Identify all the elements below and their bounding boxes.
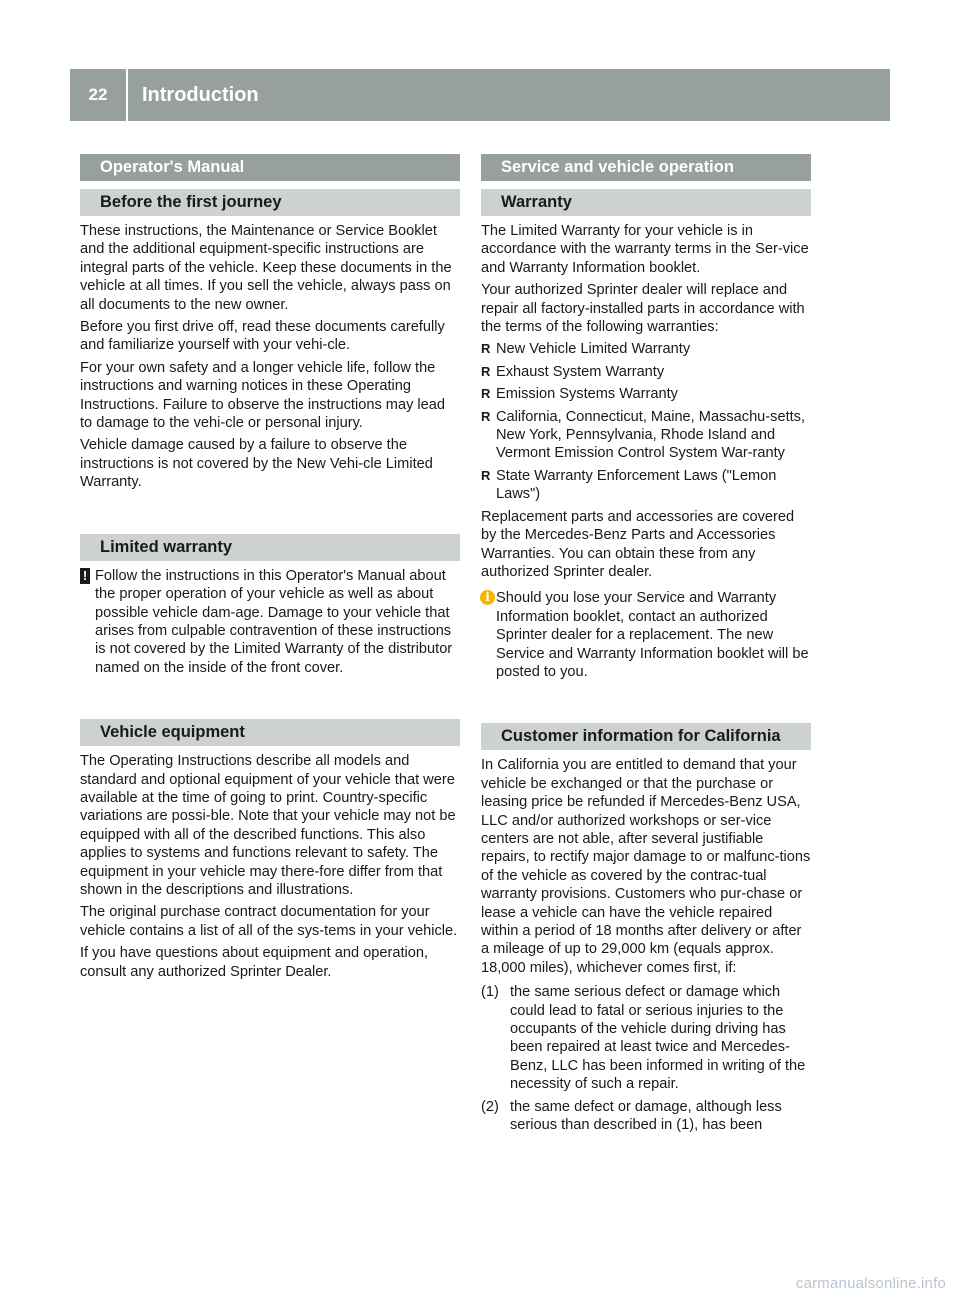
paragraph: For your own safety and a longer vehicle life, follow the instructions and warning notices in these Operating Instructions. Failure to observe the instructions may lead to damage to the vehi-cle or personal injury. [80,359,446,432]
paragraph: Before you first drive off, read these documents carefully and familiarize yourself with your vehi-cle. [80,319,445,354]
info-text: Should you lose your Service and Warranty Information booklet, contact an authorized Sprinter dealer for a replacement. The new Service and Warranty Information booklet will be posted to you. [496,590,809,680]
list-item: (2) the same defect or damage, although less serious than described in (1), has been [481,1098,782,1134]
section-title-service-vehicle-operation: Service and vehicle operation [481,154,811,181]
page-number: 22 [88,85,108,104]
paragraph: The original purchase contract documentation for your vehicle contains a list of all of the sys-tems in your vehicle. [80,904,458,939]
list-item: R State Warranty Enforcement Laws ("Lemon Laws") [481,467,777,503]
watermark: carmanualsonline.info [795,1275,946,1292]
subsection-title-california: Customer information for California [481,723,811,750]
list-item: R Exhaust System Warranty [481,363,665,380]
right-column [481,154,811,1138]
warning-text: Follow the instructions in this Operator's Manual about the proper operation of your vehicle as well as about possible vehicle dam-age. Damage to your vehicle that arises from culpable contravention of these instructions is not covered by the Limited Warranty of the distributor named on the inside of the front cover. [95,567,453,676]
info-icon: i [480,590,495,605]
bullet-icon: R [481,363,491,379]
header-divider [126,69,128,121]
subsection-title-vehicle-equipment: Vehicle equipment [80,719,460,746]
subsection-title-limited-warranty: Limited warranty [80,534,460,561]
warning-note [80,567,460,677]
paragraph: The Limited Warranty for your vehicle is in accordance with the warranty terms in the Ser-vice and Warranty Information booklet. [481,223,809,276]
section-title-operators-manual: Operator's Manual [80,154,460,181]
bullet-icon: R [481,341,491,357]
paragraph: If you have questions about equipment and operation, consult any authorized Sprinter Dealer. [80,945,429,980]
paragraph: Replacement parts and accessories are covered by the Mercedes-Benz Parts and Accessories Warranties. You can obtain these from any authorized Sprinter dealer. [481,508,795,580]
paragraph: Vehicle damage caused by a failure to observe the instructions is not covered by the New Vehi-cle Limited Warranty. [80,437,433,491]
bullet-icon: R [481,408,491,424]
chapter-title: Introduction [142,83,259,106]
bullet-icon: R [481,467,491,483]
left-column [80,154,460,985]
paragraph: The Operating Instructions describe all models and standard and optional equipment of your vehicle that were available at the time of going to print. Country-specific variations are possi-ble. Note that your vehicle may not be equipped with all of the described functions. This also applies to systems and functions relevant to safety. The equipment in your vehicle may there-fore differ from that shown in the descriptions and illustrations. [80,753,456,898]
bullet-icon: R [481,386,491,402]
list-item: R Emission Systems Warranty [481,386,678,403]
paragraph: In California you are entitled to demand that your vehicle be exchanged or that the purchase or leasing price be refunded if Mercedes-Benz USA, LLC and/or authorized workshops or ser-vice centers are not able, after several justifiable repairs, to rectify major damage to or malfunc-tions of the vehicle as covered by the contrac-tual warranty provisions. Customers who pur-chase or lease a vehicle can have the vehicle repaired within a period of 18 months after delivery or after a mileage of up to 29,000 km (equals approx. 18,000 miles), whichever comes first, if: [481,757,811,976]
info-note [481,589,811,681]
paragraph: These instructions, the Maintenance or Service Booklet and the additional equipment-specific instructions are integral parts of the vehicle. Keep these documents in the vehicle at all times. If you sell the vehicle, always pass on all documents to the new owner. [80,223,452,313]
warranty-list [481,340,811,503]
subsection-title-before-first-journey: Before the first journey [80,189,460,216]
list-item: (1) the same serious defect or damage which could lead to fatal or serious injuries to the occupants of the vehicle during driving has been repaired at least twice and Mercedes-Benz, LLC has been informed in writing of the necessity of such a repair. [481,984,806,1093]
subsection-title-warranty: Warranty [481,189,811,216]
list-item: R California, Connecticut, Maine, Massachu-setts, New York, Pennsylvania, Rhode Island and Vermont Emission Control System War-ranty [481,408,806,462]
california-conditions-list [481,983,811,1134]
paragraph: Your authorized Sprinter dealer will replace and repair all factory-installed parts in accordance with the terms of the following warranties: [481,282,805,336]
warning-icon: ! [80,568,90,584]
list-item: R New Vehicle Limited Warranty [481,341,691,358]
